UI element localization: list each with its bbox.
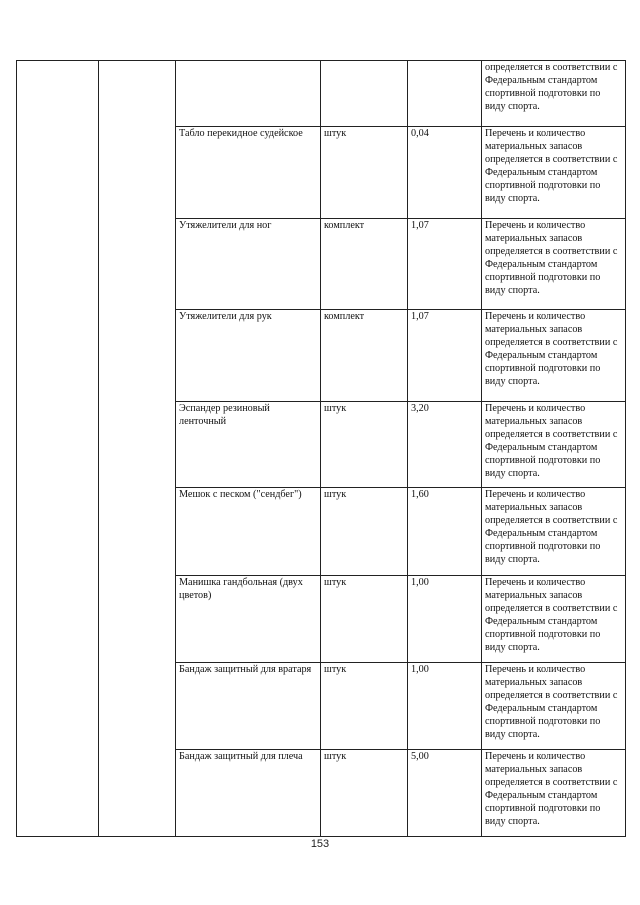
quantity-cell: 1,00 <box>408 663 482 750</box>
unit-cell: комплект <box>321 219 408 310</box>
quantity-cell: 0,04 <box>408 127 482 219</box>
item-name-cell: Бандаж защитный для плеча <box>176 750 321 837</box>
quantity-cell: 1,07 <box>408 310 482 402</box>
unit-cell: штук <box>321 576 408 663</box>
item-name-cell: Табло перекидное судейское <box>176 127 321 219</box>
item-name-cell: Утяжелители для рук <box>176 310 321 402</box>
note-cell: Перечень и количество материальных запасов определяется в соответствии с Федеральным стандартом спортивной подготовки по виду спорта. <box>482 750 626 837</box>
item-name-cell: Эспандер резиновый ленточный <box>176 402 321 488</box>
item-name-cell: Манишка гандбольная (двух цветов) <box>176 576 321 663</box>
quantity-cell: 1,60 <box>408 488 482 576</box>
equipment-table <box>16 60 626 837</box>
quantity-cell: 1,00 <box>408 576 482 663</box>
note-cell: Перечень и количество материальных запасов определяется в соответствии с Федеральным стандартом спортивной подготовки по виду спорта. <box>482 488 626 576</box>
unit-cell: штук <box>321 663 408 750</box>
unit-cell: комплект <box>321 310 408 402</box>
page-number: 153 <box>310 838 330 850</box>
note-cell: определяется в соответствии с Федеральным стандартом спортивной подготовки по виду спорта. <box>482 61 626 127</box>
unit-cell: штук <box>321 750 408 837</box>
unit-cell <box>321 61 408 127</box>
note-cell: Перечень и количество материальных запасов определяется в соответствии с Федеральным стандартом спортивной подготовки по виду спорта. <box>482 219 626 310</box>
note-cell: Перечень и количество материальных запасов определяется в соответствии с Федеральным стандартом спортивной подготовки по виду спорта. <box>482 402 626 488</box>
merged-cell-col1 <box>17 61 99 837</box>
quantity-cell: 3,20 <box>408 402 482 488</box>
unit-cell: штук <box>321 127 408 219</box>
note-cell: Перечень и количество материальных запасов определяется в соответствии с Федеральным стандартом спортивной подготовки по виду спорта. <box>482 576 626 663</box>
quantity-cell: 5,00 <box>408 750 482 837</box>
note-cell: Перечень и количество материальных запасов определяется в соответствии с Федеральным стандартом спортивной подготовки по виду спорта. <box>482 310 626 402</box>
item-name-cell <box>176 61 321 127</box>
item-name-cell: Бандаж защитный для вратаря <box>176 663 321 750</box>
unit-cell: штук <box>321 488 408 576</box>
table-row <box>17 61 626 127</box>
note-cell: Перечень и количество материальных запасов определяется в соответствии с Федеральным стандартом спортивной подготовки по виду спорта. <box>482 127 626 219</box>
merged-cell-col2 <box>99 61 176 837</box>
quantity-cell: 1,07 <box>408 219 482 310</box>
item-name-cell: Утяжелители для ног <box>176 219 321 310</box>
unit-cell: штук <box>321 402 408 488</box>
item-name-cell: Мешок с песком ("сендбег") <box>176 488 321 576</box>
note-cell: Перечень и количество материальных запасов определяется в соответствии с Федеральным стандартом спортивной подготовки по виду спорта. <box>482 663 626 750</box>
quantity-cell <box>408 61 482 127</box>
